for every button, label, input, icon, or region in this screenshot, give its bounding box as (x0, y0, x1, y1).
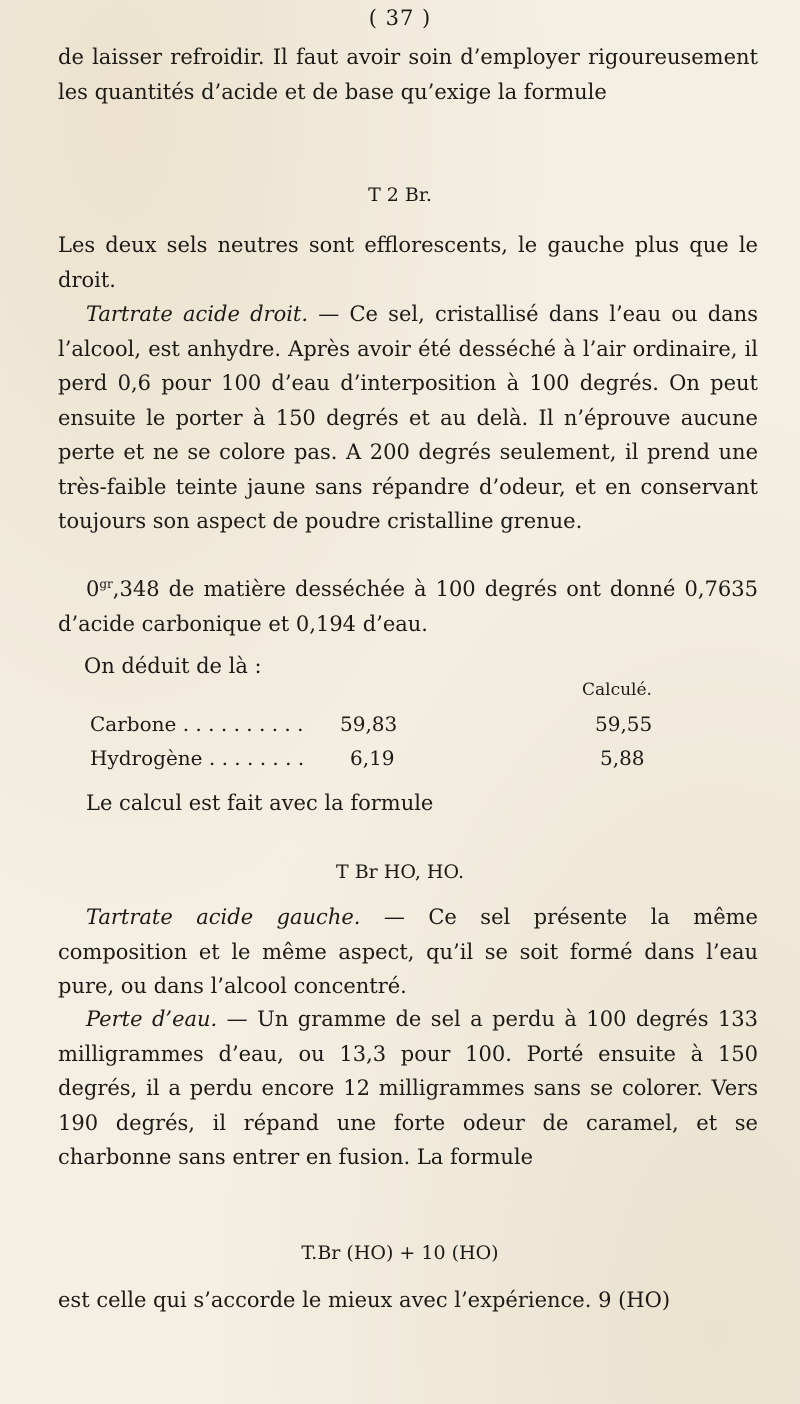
intro-text: de laisser refroidir. Il faut avoir soin d’employer rigoureusement les quantités d’acide et de base qu’exige la formule (58, 45, 758, 104)
formula-tbr-ho: T.Br (HO) + 10 (HO) (301, 1242, 499, 1264)
mass-prefix: 0 (86, 577, 100, 601)
measure-paragraph (58, 572, 758, 641)
tartrate-gauche-title: Tartrate acide gauche. (86, 905, 361, 929)
sels-paragraph (58, 228, 758, 297)
mass-unit: gr (99, 577, 113, 591)
calcule-header: Calculé. (582, 680, 652, 700)
perte-eau-paragraph (58, 1002, 758, 1175)
formula-tbrho: T Br HO, HO. (336, 861, 464, 883)
sels-text: Les deux sels neutres sont efflorescents, le gauche plus que le droit. (58, 233, 758, 292)
result-element: Hydrogène . . . . . . . . (90, 746, 305, 770)
tartrate-gauche-text: — Ce sel présente la même composition et le même aspect, qu’il se soit formé dans l’eau pure, ou dans l’alcool concentré. (58, 905, 758, 998)
result-row-carbone (0, 712, 800, 742)
page-number: ( 37 ) (368, 6, 432, 30)
formula-t2br: T 2 Br. (368, 184, 432, 206)
perte-eau-text: — Un gramme de sel a perdu à 100 degrés 133 milligrammes d’eau, ou 13,3 pour 100. Porté ensuite à 150 degrés, il a perdu encore 12 milligrammes sans se colorer. Vers 190 degrés, il répand une forte odeur de caramel, et se charbonne sans entrer en fusion. La formule (58, 1007, 758, 1169)
result-calculated: 5,88 (600, 746, 645, 770)
perte-eau-title: Perte d’eau. (86, 1007, 218, 1031)
calcul-text: Le calcul est fait avec la formule (86, 791, 434, 815)
result-calculated: 59,55 (595, 712, 653, 736)
result-row-hydrogene (0, 746, 800, 776)
final-text: est celle qui s’accorde le mieux avec l’expérience. 9 (HO) (58, 1288, 671, 1312)
deduction-label: On déduit de là : (84, 654, 262, 678)
tartrate-droit-text: — Ce sel, cristallisé dans l’eau ou dans l’alcool, est anhydre. Après avoir été desséché à l’air ordinaire, il perd 0,6 pour 100 d’eau d’interposition à 100 degrés. On peut ensuite le porter à 150 degrés et au delà. Il n’éprouve aucune perte et ne se colore pas. A 200 degrés seulement, il prend une très-faible teinte jaune sans répandre d’odeur, et en conservant toujours son aspect de poudre cristalline grenue. (58, 302, 758, 533)
calcul-paragraph (58, 786, 758, 821)
measure-text: ,348 de matière desséchée à 100 degrés ont donné 0,7635 d’acide carbonique et 0,194 d’eau. (58, 577, 758, 636)
final-paragraph (58, 1283, 758, 1318)
tartrate-droit-title: Tartrate acide droit. (86, 302, 309, 326)
result-element: Carbone . . . . . . . . . . (90, 712, 304, 736)
result-found: 6,19 (350, 746, 395, 770)
tartrate-gauche-paragraph (58, 900, 758, 1004)
intro-paragraph (58, 40, 758, 109)
tartrate-droit-paragraph (58, 297, 758, 539)
result-found: 59,83 (340, 712, 398, 736)
